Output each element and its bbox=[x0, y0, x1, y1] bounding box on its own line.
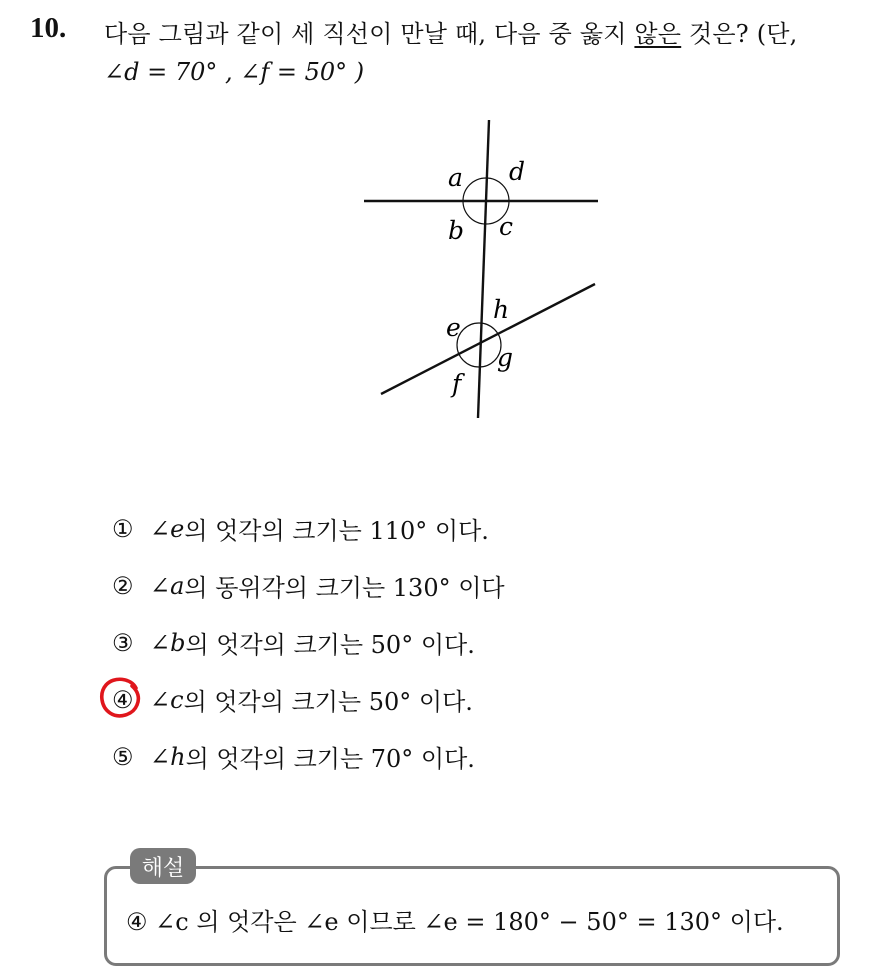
choice-2[interactable] bbox=[112, 557, 505, 614]
choice-4[interactable] bbox=[112, 671, 505, 728]
label-d: d bbox=[509, 157, 526, 186]
choice-number: ③ bbox=[112, 628, 134, 657]
lines-figure-svg bbox=[350, 110, 610, 430]
lines-figure bbox=[350, 110, 610, 434]
choice-number: ⑤ bbox=[112, 742, 134, 771]
question-condition: ∠d = 70° , ∠f = 50° ) bbox=[104, 58, 365, 86]
label-f: f bbox=[452, 369, 462, 398]
choice-angle: ∠h bbox=[150, 742, 186, 771]
label-h: h bbox=[493, 295, 510, 324]
label-a: a bbox=[448, 163, 463, 192]
choice-text: 의 엇각의 크기는 50° 이다. bbox=[183, 688, 473, 716]
label-b: b bbox=[448, 216, 465, 245]
choice-1[interactable] bbox=[112, 500, 505, 557]
question-underlined-word: 않은 bbox=[634, 20, 682, 48]
choice-angle: ∠e bbox=[150, 514, 185, 543]
question-text bbox=[104, 14, 797, 49]
choice-number: ④ bbox=[112, 685, 134, 714]
question-number: 10. bbox=[30, 12, 67, 44]
choice-text: 의 엇각의 크기는 70° 이다. bbox=[185, 745, 475, 773]
choice-5[interactable] bbox=[112, 728, 505, 785]
question-text-before: 다음 그림과 같이 세 직선이 만날 때, 다음 중 옳지 bbox=[104, 20, 635, 48]
choice-angle: ∠a bbox=[150, 571, 185, 600]
solution-tag: 해설 bbox=[130, 848, 196, 884]
choice-text: 의 동위각의 크기는 130° 이다 bbox=[184, 574, 505, 602]
choice-angle: ∠b bbox=[150, 628, 186, 657]
lower-line bbox=[381, 284, 595, 394]
choice-text: 의 엇각의 크기는 110° 이다. bbox=[184, 517, 489, 545]
choice-number-marked bbox=[112, 686, 150, 714]
choice-list bbox=[112, 500, 505, 785]
question-text-after: 것은? (단, bbox=[681, 20, 798, 48]
label-g: g bbox=[497, 343, 514, 372]
transversal-line bbox=[478, 120, 489, 418]
choice-number: ① bbox=[112, 514, 134, 543]
choice-text: 의 엇각의 크기는 50° 이다. bbox=[185, 631, 475, 659]
choice-3[interactable] bbox=[112, 614, 505, 671]
choice-angle: ∠c bbox=[150, 685, 184, 714]
label-e: e bbox=[446, 313, 461, 342]
choice-number: ② bbox=[112, 571, 134, 600]
solution-text: ④ ∠c 의 엇각은 ∠e 이므로 ∠e = 180° − 50° = 130° 이다. bbox=[126, 908, 784, 936]
label-c: c bbox=[499, 212, 514, 241]
